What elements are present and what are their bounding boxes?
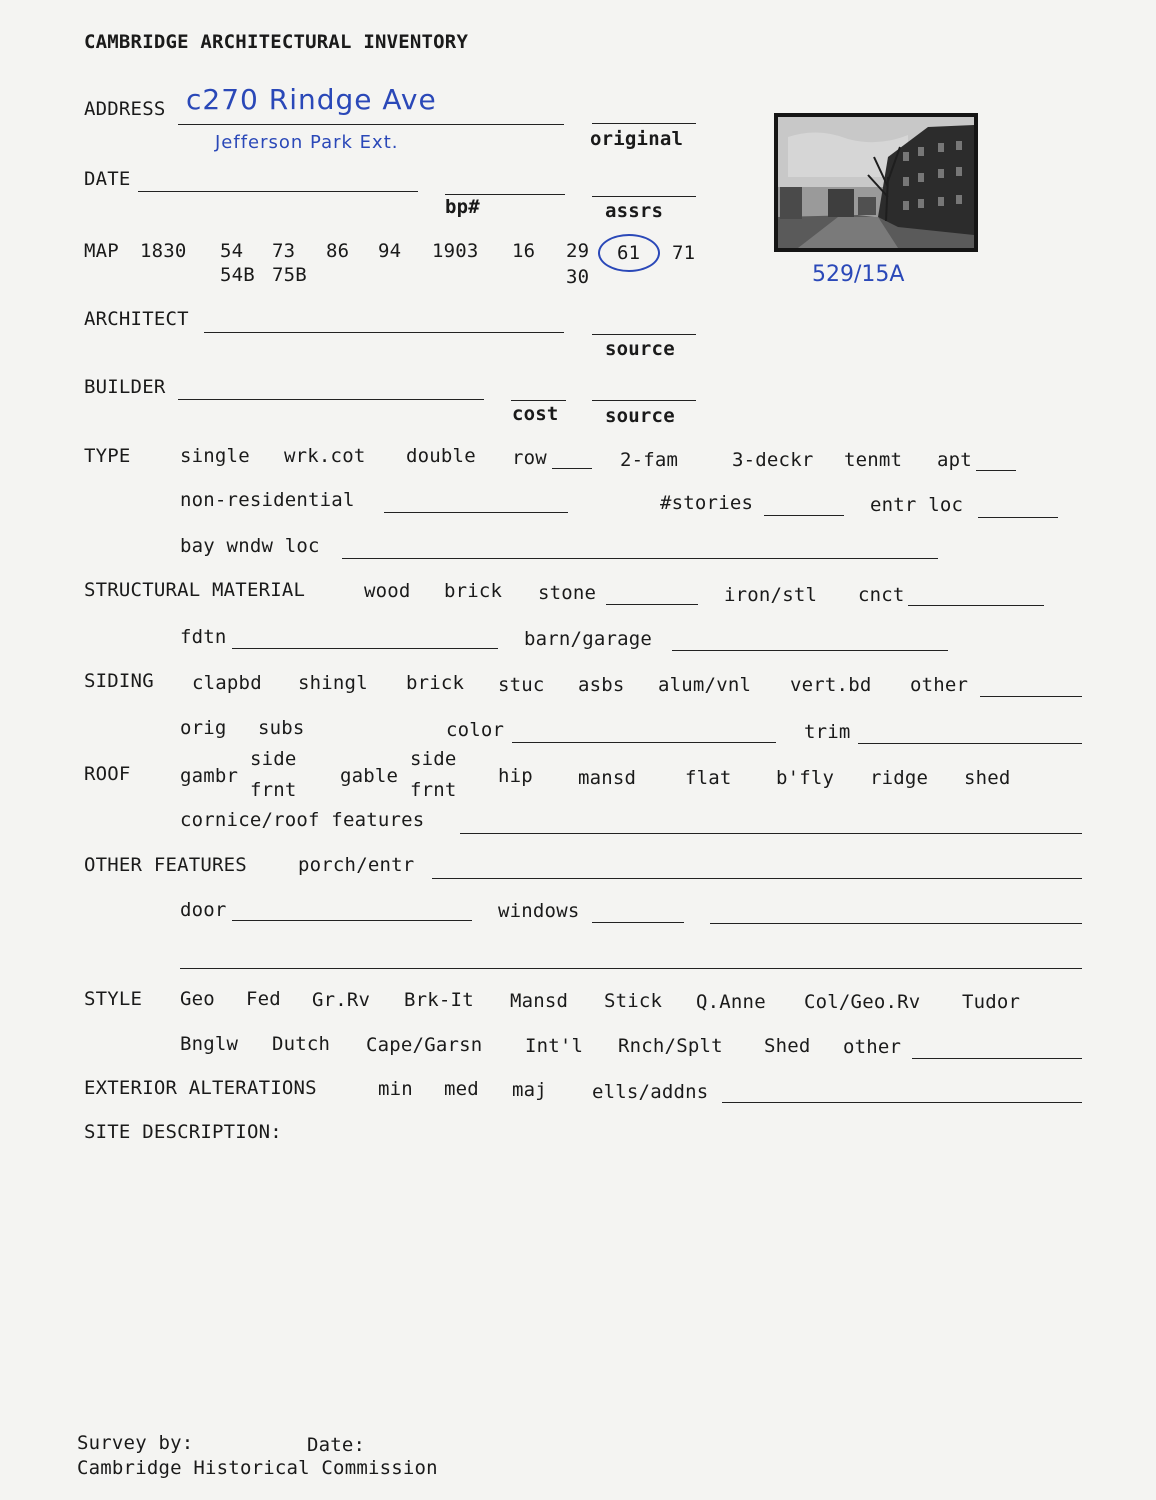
- roof-gable[interactable]: gable: [340, 765, 399, 787]
- style-option[interactable]: Geo: [180, 988, 215, 1010]
- trim-label: trim: [804, 721, 851, 743]
- roof-option[interactable]: mansd: [578, 767, 637, 789]
- barn-garage-label: barn/garage: [524, 628, 653, 650]
- map-label: MAP: [84, 240, 119, 262]
- roof-gable-side[interactable]: side: [410, 748, 457, 770]
- cornice-line[interactable]: [460, 833, 1082, 834]
- style-option[interactable]: Stick: [604, 990, 663, 1012]
- street-scene-image: [778, 117, 974, 248]
- siding-option[interactable]: alum/vnl: [658, 674, 752, 696]
- commission-name: Cambridge Historical Commission: [77, 1457, 438, 1479]
- map-year: 16: [512, 240, 536, 262]
- building-photo: [774, 113, 978, 252]
- ells-addns-label: ells/addns: [592, 1081, 709, 1103]
- style-option[interactable]: Dutch: [272, 1033, 331, 1055]
- stone-line[interactable]: [606, 604, 698, 605]
- roof-option[interactable]: flat: [685, 767, 732, 789]
- type-option[interactable]: 2-fam: [620, 449, 679, 471]
- row-line[interactable]: [552, 468, 592, 469]
- structural-label: STRUCTURAL MATERIAL: [84, 579, 306, 601]
- style-option[interactable]: Gr.Rv: [312, 989, 371, 1011]
- map-year: 1830: [140, 240, 187, 262]
- siding-label: SIDING: [84, 670, 154, 692]
- porch-entr-label: porch/entr: [298, 854, 415, 876]
- siding-option[interactable]: other: [910, 674, 969, 696]
- form-title: CAMBRIDGE ARCHITECTURAL INVENTORY: [84, 31, 469, 53]
- map-year: 1903: [432, 240, 479, 262]
- style-other-line[interactable]: [912, 1058, 1082, 1059]
- type-option[interactable]: tenmt: [844, 449, 903, 471]
- cornice-label: cornice/roof features: [180, 809, 425, 831]
- door-label: door: [180, 899, 227, 921]
- entr-loc-label: entr loc: [870, 494, 964, 516]
- entr-loc-line[interactable]: [978, 517, 1058, 518]
- trim-line[interactable]: [858, 743, 1082, 744]
- structural-option[interactable]: iron/stl: [724, 584, 818, 606]
- style-option[interactable]: Tudor: [962, 991, 1021, 1013]
- type-option[interactable]: row: [512, 447, 547, 469]
- type-option[interactable]: single: [180, 445, 250, 467]
- roof-option[interactable]: hip: [498, 765, 533, 787]
- builder-source-label: source: [605, 405, 675, 427]
- structural-option[interactable]: brick: [444, 580, 503, 602]
- siding-option[interactable]: asbs: [578, 674, 625, 696]
- address-line[interactable]: [178, 124, 564, 125]
- style-option[interactable]: Rnch/Splt: [618, 1035, 723, 1057]
- bay-wndw-loc-label: bay wndw loc: [180, 535, 320, 557]
- style-option[interactable]: Bnglw: [180, 1033, 239, 1055]
- style-label: STYLE: [84, 988, 143, 1010]
- siding-option[interactable]: clapbd: [192, 672, 262, 694]
- original-line[interactable]: [592, 123, 696, 124]
- siding-subs[interactable]: subs: [258, 717, 305, 739]
- cnct-line[interactable]: [908, 605, 1044, 606]
- date-line[interactable]: [138, 191, 418, 192]
- assrs-label: assrs: [605, 200, 664, 222]
- roof-gambr[interactable]: gambr: [180, 765, 239, 787]
- fdtn-line[interactable]: [232, 648, 498, 649]
- map-subyear: 30: [566, 266, 590, 288]
- map-year-circled: 61: [617, 242, 641, 264]
- cost-label: cost: [512, 403, 559, 425]
- structural-option[interactable]: cnct: [858, 584, 905, 606]
- other-features-extra-line[interactable]: [180, 968, 1082, 969]
- date-label: DATE: [84, 168, 131, 190]
- barn-garage-line[interactable]: [672, 650, 948, 651]
- map-year: 94: [378, 240, 402, 262]
- roof-gambr-frnt[interactable]: frnt: [250, 779, 297, 801]
- address-label: ADDRESS: [84, 98, 166, 120]
- alteration-option[interactable]: med: [444, 1078, 479, 1100]
- color-line[interactable]: [512, 742, 776, 743]
- stories-label: #stories: [660, 492, 754, 514]
- type-option[interactable]: apt: [937, 449, 972, 471]
- ells-addns-line[interactable]: [722, 1102, 1082, 1103]
- fdtn-label: fdtn: [180, 626, 227, 648]
- cost-line[interactable]: [511, 400, 566, 401]
- map-year: 71: [672, 242, 696, 264]
- structural-option[interactable]: wood: [364, 580, 411, 602]
- map-year: 54: [220, 240, 244, 262]
- type-option[interactable]: 3-deckr: [732, 449, 814, 471]
- siding-option[interactable]: stuc: [498, 674, 545, 696]
- roof-label: ROOF: [84, 763, 131, 785]
- windows-line[interactable]: [592, 922, 684, 923]
- builder-label: BUILDER: [84, 376, 166, 398]
- style-option[interactable]: other: [843, 1036, 902, 1058]
- type-option[interactable]: double: [406, 445, 476, 467]
- siding-option[interactable]: shingl: [298, 672, 368, 694]
- bay-wndw-loc-line[interactable]: [342, 558, 938, 559]
- photo-caption: 529/15A: [812, 262, 905, 287]
- roof-option[interactable]: ridge: [870, 767, 929, 789]
- map-circle-mark: [598, 234, 660, 272]
- other-features-label: OTHER FEATURES: [84, 854, 247, 876]
- architect-label: ARCHITECT: [84, 308, 189, 330]
- non-residential-line[interactable]: [384, 512, 568, 513]
- color-label: color: [446, 719, 505, 741]
- architect-line[interactable]: [204, 332, 564, 333]
- windows-line-2[interactable]: [710, 923, 1082, 924]
- builder-line[interactable]: [178, 399, 484, 400]
- siding-other-line[interactable]: [980, 696, 1082, 697]
- stories-line[interactable]: [764, 515, 844, 516]
- alteration-option[interactable]: maj: [512, 1079, 547, 1101]
- exterior-alterations-label: EXTERIOR ALTERATIONS: [84, 1077, 317, 1099]
- map-year: 73: [272, 240, 296, 262]
- address-handwritten-line2: Jefferson Park Ext.: [215, 132, 399, 153]
- footer-date-label: Date:: [307, 1434, 366, 1456]
- map-year: 29: [566, 240, 590, 262]
- windows-label: windows: [498, 900, 580, 922]
- style-option[interactable]: Cape/Garsn: [366, 1034, 483, 1056]
- site-description-label: SITE DESCRIPTION:: [84, 1121, 282, 1143]
- assrs-line[interactable]: [592, 196, 696, 197]
- style-option[interactable]: Fed: [246, 988, 281, 1010]
- style-option[interactable]: Int'l: [525, 1035, 584, 1057]
- original-label: original: [590, 128, 684, 150]
- siding-option[interactable]: vert.bd: [790, 674, 872, 696]
- door-line[interactable]: [232, 920, 472, 921]
- porch-entr-line[interactable]: [432, 878, 1082, 879]
- style-option[interactable]: Mansd: [510, 990, 569, 1012]
- roof-gambr-side[interactable]: side: [250, 748, 297, 770]
- style-option[interactable]: Col/Geo.Rv: [804, 991, 921, 1013]
- map-year: 86: [326, 240, 350, 262]
- non-residential-label: non-residential: [180, 489, 355, 511]
- builder-source-line[interactable]: [592, 400, 696, 401]
- roof-option[interactable]: b'fly: [776, 767, 835, 789]
- bp-line[interactable]: [445, 194, 565, 195]
- style-option[interactable]: Brk-It: [404, 989, 474, 1011]
- structural-option[interactable]: stone: [538, 582, 597, 604]
- roof-option[interactable]: shed: [964, 767, 1011, 789]
- apt-line[interactable]: [976, 470, 1016, 471]
- style-option[interactable]: Shed: [764, 1035, 811, 1057]
- siding-option[interactable]: brick: [406, 672, 465, 694]
- type-option[interactable]: wrk.cot: [284, 445, 366, 467]
- map-subyear: 75B: [272, 264, 307, 286]
- alteration-option[interactable]: min: [378, 1078, 413, 1100]
- map-subyear: 54B: [220, 264, 255, 286]
- architect-source-label: source: [605, 338, 675, 360]
- architect-source-line[interactable]: [592, 334, 696, 335]
- style-option[interactable]: Q.Anne: [696, 991, 766, 1013]
- bp-label: bp#: [445, 196, 480, 218]
- type-label: TYPE: [84, 445, 131, 467]
- survey-by-label: Survey by:: [77, 1432, 194, 1454]
- address-handwritten: c270 Rindge Ave: [186, 83, 437, 116]
- roof-gable-frnt[interactable]: frnt: [410, 779, 457, 801]
- siding-orig[interactable]: orig: [180, 717, 227, 739]
